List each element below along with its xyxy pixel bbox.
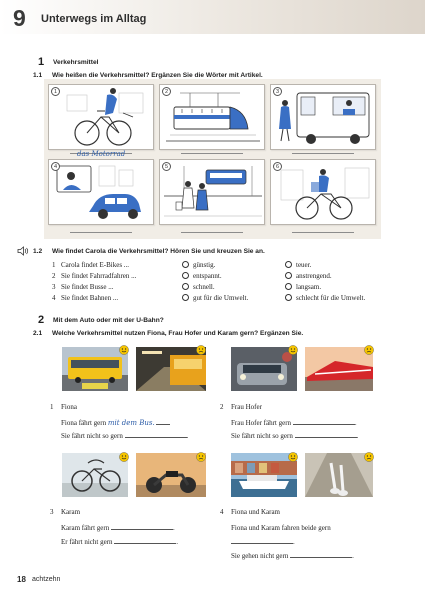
option-label: schnell. (193, 283, 215, 291)
sentence-prefix: Frau Hofer fährt gern (231, 419, 292, 427)
answer-line-5[interactable] (181, 232, 243, 233)
sentence-suffix: . (352, 552, 354, 560)
section-2-title: Mit dem Auto oder mit der U-Bahn? (53, 317, 164, 324)
task-2-1-number: 2.1 (33, 330, 43, 337)
checkbox-option[interactable] (285, 261, 292, 268)
sentence-line (61, 538, 178, 546)
sentence-suffix: . (172, 524, 175, 532)
row-statement: Sie findet Bahnen ... (61, 294, 119, 302)
person-number: 3 (50, 508, 54, 516)
illustration-card-6 (270, 159, 376, 225)
answer-blank[interactable] (125, 432, 187, 438)
sentence-suffix: . (186, 432, 189, 440)
task-1-1-number: 1.1 (33, 72, 43, 79)
option-label: entspannt. (193, 272, 222, 280)
row-number: 2 (52, 272, 56, 280)
answer-blank[interactable] (290, 552, 352, 558)
sentence-line (231, 432, 358, 440)
chapter-number: 9 (13, 5, 26, 31)
illustration-panel (44, 79, 381, 239)
sad-smiley-icon (196, 345, 206, 355)
photo-walking (305, 453, 373, 497)
checkbox-option[interactable] (182, 294, 189, 301)
card-4-number: 4 (51, 162, 60, 171)
sentence-prefix: Fiona fährt gern (61, 419, 107, 427)
card-2-number: 2 (162, 87, 171, 96)
illustration-card-2 (159, 84, 265, 150)
row-number: 3 (52, 283, 56, 291)
sad-smiley-icon (196, 452, 206, 462)
task-1-2-instruction: Wie findet Carola die Verkehrsmittel? Hören Sie und kreuzen Sie an. (52, 248, 265, 255)
sentence-suffix: . (354, 419, 357, 427)
checkbox-option[interactable] (182, 272, 189, 279)
task-1-1-instruction: Wie heißen die Verkehrsmittel? Ergänzen Sie die Wörter mit Artikel. (52, 72, 263, 79)
illustration-card-3 (270, 84, 376, 150)
sentence-prefix: Fiona und Karam fahren beide gern (231, 524, 331, 532)
card-6-number: 6 (273, 162, 282, 171)
person-number: 1 (50, 403, 54, 411)
person-number: 4 (220, 508, 224, 516)
page-number: 18 (17, 575, 26, 584)
person-name: Fiona und Karam (231, 508, 280, 516)
checkbox-option[interactable] (285, 294, 292, 301)
card-1-number: 1 (51, 87, 60, 96)
illustration-card-1 (48, 84, 154, 150)
checkbox-option[interactable] (285, 283, 292, 290)
bus-illustration (271, 85, 377, 151)
section-1-title: Verkehrsmittel (53, 59, 99, 66)
person-number: 2 (220, 403, 224, 411)
row-number: 1 (52, 261, 56, 269)
answer-blank[interactable] (295, 432, 357, 438)
row-number: 4 (52, 294, 56, 302)
chapter-header (0, 0, 425, 34)
person-name: Frau Hofer (231, 403, 262, 411)
handwritten-answer[interactable]: mit dem Bus. (107, 419, 155, 427)
sad-smiley-icon (364, 345, 374, 355)
sentence-suffix: . (176, 538, 179, 546)
car-illustration (49, 160, 155, 226)
task-1-2-number: 1.2 (33, 248, 43, 255)
answer-line-2[interactable] (181, 153, 243, 154)
illustration-card-4 (48, 159, 154, 225)
sentence-suffix: . (293, 538, 295, 546)
checkbox-option[interactable] (182, 261, 189, 268)
sentence-line (231, 524, 331, 532)
section-2-number: 2 (38, 314, 45, 326)
section-1-number: 1 (38, 56, 45, 68)
card-3-number: 3 (273, 87, 282, 96)
train-illustration (160, 85, 266, 151)
answer-blank[interactable] (111, 524, 173, 530)
answer-blank[interactable] (231, 538, 293, 544)
option-label: langsam. (296, 283, 322, 291)
page-number-word: achtzehn (32, 576, 61, 583)
bicycle-illustration (271, 160, 377, 226)
sentence-prefix: Sie gehen nicht gern (231, 552, 289, 560)
sentence-suffix: . (356, 432, 359, 440)
happy-smiley-icon (288, 345, 298, 355)
sad-smiley-icon (364, 452, 374, 462)
sentence-prefix: Er fährt nicht gern (61, 538, 113, 546)
sentence-line (231, 419, 357, 427)
e-bike-illustration (49, 85, 155, 151)
answer-blank[interactable] (114, 538, 179, 546)
answer-line-4[interactable] (70, 232, 132, 233)
checkbox-option[interactable] (182, 283, 189, 290)
station-illustration (160, 160, 266, 226)
speaker-icon[interactable] (17, 246, 29, 256)
sentence-line (61, 524, 175, 532)
sentence-prefix: Sie fährt nicht so gern (231, 432, 293, 440)
option-label: günstig. (193, 261, 216, 269)
happy-smiley-icon (119, 345, 129, 355)
row-statement: Sie findet Fahrradfahren ... (61, 272, 137, 280)
happy-smiley-icon (288, 452, 298, 462)
sentence-line (61, 419, 170, 427)
person-name: Karam (61, 508, 81, 516)
sentence-prefix: Karam fährt gern (61, 524, 110, 532)
answer-blank[interactable] (156, 419, 170, 425)
sentence-line (231, 552, 354, 560)
row-statement: Carola findet E-Bikes ... (61, 261, 130, 269)
answer-blank[interactable] (293, 419, 355, 425)
answer-text-4: das Motorrad (77, 150, 126, 158)
checkbox-option[interactable] (285, 272, 292, 279)
task-2-1-instruction: Welche Verkehrsmittel nutzen Fiona, Frau Hofer und Karam gern? Ergänzen Sie. (52, 330, 304, 337)
happy-smiley-icon (119, 452, 129, 462)
answer-line-3[interactable] (292, 153, 354, 154)
option-label: schlecht für die Umwelt. (296, 294, 366, 302)
row-statement: Sie findet Busse ... (61, 283, 114, 291)
sentence-line (231, 538, 295, 546)
photo-train (305, 347, 373, 391)
answer-line-6[interactable] (292, 232, 354, 233)
option-label: anstrengend. (296, 272, 332, 280)
person-name: Fiona (61, 403, 77, 411)
illustration-card-5 (159, 159, 265, 225)
option-label: gut für die Umwelt. (193, 294, 249, 302)
sentence-prefix: Sie fährt nicht so gern (61, 432, 123, 440)
chapter-title: Unterwegs im Alltag (41, 13, 147, 25)
card-5-number: 5 (162, 162, 171, 171)
option-label: teuer. (296, 261, 312, 269)
sentence-line (61, 432, 188, 440)
